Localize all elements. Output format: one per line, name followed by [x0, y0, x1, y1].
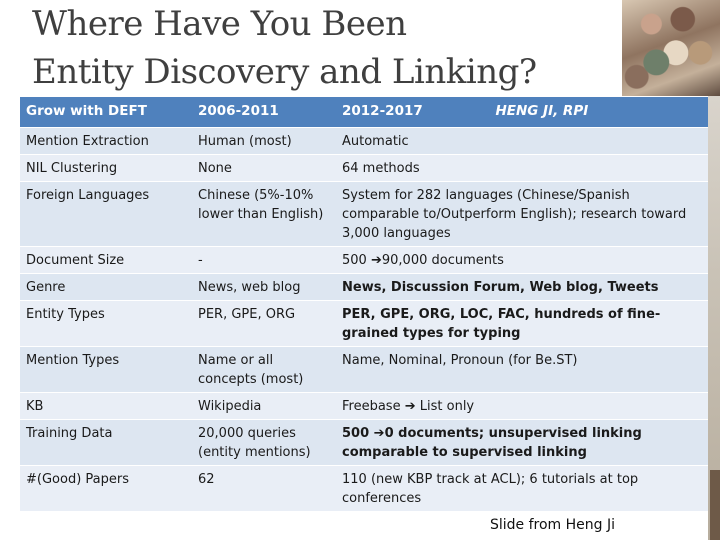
row-late-value	[336, 392, 708, 419]
row-late-value-from: 500	[342, 425, 370, 441]
right-arrow-icon: ➔	[404, 398, 416, 414]
right-arrow-icon: ➔	[373, 425, 385, 441]
row-label: NIL Clustering	[20, 154, 192, 181]
header-author: HENG JI, RPI	[495, 103, 589, 119]
row-late-value-from: 500	[342, 252, 367, 268]
row-late-value-to: List only	[419, 398, 475, 414]
header-period-late	[336, 97, 708, 127]
row-early-value: PER, GPE, ORG	[192, 300, 336, 346]
row-late-value	[336, 419, 708, 465]
row-early-value: Name or all concepts (most)	[192, 346, 336, 392]
slide-title	[32, 0, 622, 96]
comparison-table	[20, 97, 708, 512]
row-late-value: PER, GPE, ORG, LOC, FAC, hundreds of fine-grained types for typing	[336, 300, 708, 346]
row-label: Mention Extraction	[20, 127, 192, 154]
row-late-value: 64 methods	[336, 154, 708, 181]
right-arrow-icon: ➔	[370, 252, 382, 268]
row-late-value-from: Freebase	[342, 398, 401, 414]
row-label: Entity Types	[20, 300, 192, 346]
table-row	[20, 346, 708, 392]
slide-title-line2: Entity Discovery and Linking?	[32, 52, 537, 92]
row-late-value: 110 (new KBP track at ACL); 6 tutorials at top conferences	[336, 465, 708, 511]
table-row	[20, 181, 708, 246]
table-header-row	[20, 97, 708, 127]
row-early-value: News, web blog	[192, 273, 336, 300]
header-period-late-label: 2012-2017	[342, 103, 423, 119]
row-late-value-to: 0 documents; unsupervised linking comparable to supervised linking	[342, 425, 642, 460]
slide-title-line1: Where Have You Been	[32, 4, 407, 44]
row-label: KB	[20, 392, 192, 419]
slide-credit: Slide from Heng Ji	[490, 517, 616, 533]
row-late-value: News, Discussion Forum, Web blog, Tweets	[336, 273, 708, 300]
row-early-value: Wikipedia	[192, 392, 336, 419]
row-late-value: System for 282 languages (Chinese/Spanish comparable to/Outperform English); research toward 3,000 languages	[336, 181, 708, 246]
row-late-value: Automatic	[336, 127, 708, 154]
row-early-value: -	[192, 246, 336, 273]
row-early-value: Human (most)	[192, 127, 336, 154]
row-late-value: Name, Nominal, Pronoun (for Be.ST)	[336, 346, 708, 392]
row-label: Training Data	[20, 419, 192, 465]
table-row	[20, 246, 708, 273]
header-topic: Grow with DEFT	[20, 97, 192, 127]
row-early-value: Chinese (5%-10% lower than English)	[192, 181, 336, 246]
row-early-value: None	[192, 154, 336, 181]
table-row	[20, 465, 708, 511]
row-early-value: 62	[192, 465, 336, 511]
row-label: Document Size	[20, 246, 192, 273]
row-label: Foreign Languages	[20, 181, 192, 246]
table-row	[20, 273, 708, 300]
row-label: Genre	[20, 273, 192, 300]
decorative-painting-image	[622, 0, 720, 96]
table-row	[20, 300, 708, 346]
row-late-value	[336, 246, 708, 273]
table-row	[20, 127, 708, 154]
row-late-value-to: 90,000 documents	[381, 252, 504, 268]
table-row	[20, 392, 708, 419]
table-row	[20, 419, 708, 465]
table-row	[20, 154, 708, 181]
row-label: Mention Types	[20, 346, 192, 392]
row-label: #(Good) Papers	[20, 465, 192, 511]
decorative-side-strip-dark	[710, 470, 720, 540]
header-period-early: 2006-2011	[192, 97, 336, 127]
row-early-value: 20,000 queries (entity mentions)	[192, 419, 336, 465]
